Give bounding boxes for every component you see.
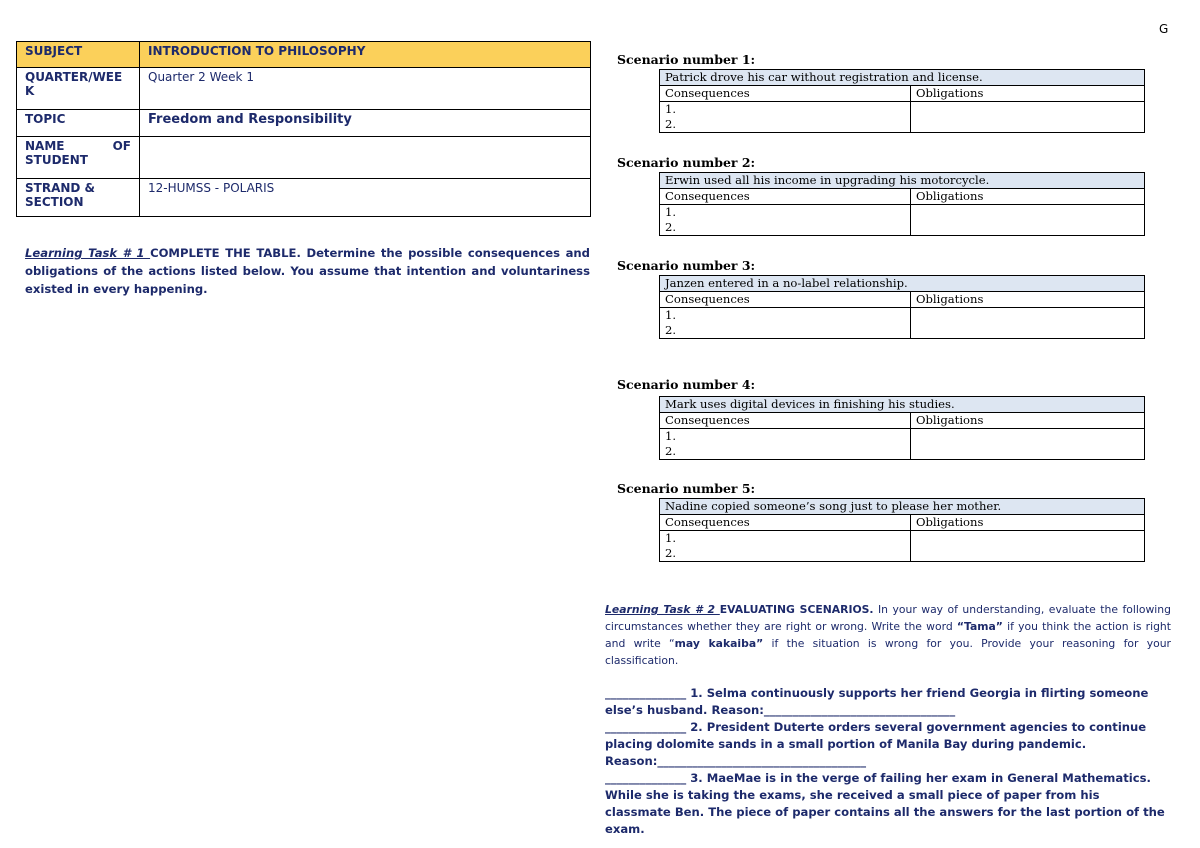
obligations-header: Obligations	[911, 292, 1145, 308]
scenario-3-table	[659, 275, 1145, 339]
quarter-row	[17, 68, 591, 110]
task1-instructions: COMPLETE THE TABLE. Determine the possible consequences and obligations of the actions listed below. You assume that intention and voluntariness existed in every happening.	[25, 246, 590, 296]
name-label	[17, 137, 140, 179]
scenario-1-title: Scenario number 1:	[617, 52, 756, 67]
row-number-2: 2.	[665, 117, 677, 131]
obligations-cell[interactable]	[911, 531, 1145, 562]
name-label-word: NAME	[25, 139, 65, 153]
consequences-header: Consequences	[660, 515, 911, 531]
row-number-2: 2.	[665, 220, 677, 234]
name-label-student: STUDENT	[25, 153, 88, 167]
row-number-2: 2.	[665, 546, 677, 560]
strand-value: 12-HUMSS - POLARIS	[140, 179, 591, 217]
obligations-cell[interactable]	[911, 102, 1145, 133]
consequences-cell[interactable]	[660, 102, 911, 133]
obligations-cell[interactable]	[911, 308, 1145, 339]
evaluation-items	[605, 685, 1165, 838]
scenario-2-text: Erwin used all his income in upgrading his motorcycle.	[660, 173, 1145, 189]
quarter-value: Quarter 2 Week 1	[140, 68, 591, 110]
scenario-3-title: Scenario number 3:	[617, 258, 756, 273]
answer-blank[interactable]: ______________	[605, 720, 687, 734]
row-number-1: 1.	[665, 429, 677, 443]
learning-task-2	[605, 601, 1171, 669]
scenario-3-text: Janzen entered in a no-label relationship.	[660, 276, 1145, 292]
task1-title: Learning Task # 1	[25, 246, 151, 260]
consequences-cell[interactable]	[660, 205, 911, 236]
topic-row	[17, 110, 591, 137]
consequences-header: Consequences	[660, 189, 911, 205]
strand-label: STRAND & SECTION	[17, 179, 140, 217]
row-number-1: 1.	[665, 102, 677, 116]
scenario-5-title: Scenario number 5:	[617, 481, 756, 496]
answer-blank[interactable]: ______________	[605, 686, 687, 700]
scenario-2-table	[659, 172, 1145, 236]
obligations-header: Obligations	[911, 515, 1145, 531]
task2-text-c: if the situation is wrong for you. Provide your reasoning for your classification.	[605, 637, 1171, 667]
task2-word-tama: “Tama”	[956, 620, 1003, 633]
item-text: 2. President Duterte orders several government agencies to continue placing dolomite sands in a small portion of Manila Bay during pandemic. Reason:____________________________________	[605, 720, 1147, 768]
obligations-cell[interactable]	[911, 205, 1145, 236]
scenario-4-table	[659, 396, 1145, 460]
evaluation-item-3	[605, 770, 1165, 838]
subject-row	[17, 42, 591, 68]
task2-text-a: In your way of understanding, evaluate the following circumstances whether they are right or wrong. Write the word	[605, 603, 1171, 633]
scenario-1-text: Patrick drove his car without registration and license.	[660, 70, 1145, 86]
obligations-cell[interactable]	[911, 429, 1145, 460]
row-number-2: 2.	[665, 323, 677, 337]
obligations-header: Obligations	[911, 86, 1145, 102]
item-text: 3. MaeMae is in the verge of failing her exam in General Mathematics. While she is taking the exams, she received a small piece of paper from his classmate Ben. The piece of paper contains all the answers for the last portion of the exam.	[605, 771, 1165, 836]
consequences-cell[interactable]	[660, 308, 911, 339]
student-info-table	[16, 41, 591, 217]
row-number-1: 1.	[665, 308, 677, 322]
task2-word-may-kakaiba: may kakaiba”	[674, 637, 764, 650]
scenario-1-table	[659, 69, 1145, 133]
learning-task-1	[25, 244, 590, 298]
evaluation-item-1	[605, 685, 1165, 719]
obligations-header: Obligations	[911, 413, 1145, 429]
consequences-header: Consequences	[660, 86, 911, 102]
scenario-5-text: Nadine copied someone’s song just to please her mother.	[660, 499, 1145, 515]
consequences-cell[interactable]	[660, 531, 911, 562]
consequences-header: Consequences	[660, 413, 911, 429]
strand-row	[17, 179, 591, 217]
topic-label: TOPIC	[17, 110, 140, 137]
subject-value: INTRODUCTION TO PHILOSOPHY	[140, 42, 591, 68]
row-number-2: 2.	[665, 444, 677, 458]
quarter-label: QUARTER/WEEK	[17, 68, 140, 110]
row-number-1: 1.	[665, 531, 677, 545]
name-label-of: OF	[112, 139, 131, 153]
answer-blank[interactable]: ______________	[605, 771, 687, 785]
task2-title: Learning Task # 2	[605, 603, 720, 616]
scenario-4-text: Mark uses digital devices in finishing his studies.	[660, 397, 1145, 413]
scenario-4-title: Scenario number 4:	[617, 377, 756, 392]
scenario-5-table	[659, 498, 1145, 562]
name-value[interactable]	[140, 137, 591, 179]
scenario-2-title: Scenario number 2:	[617, 155, 756, 170]
page-corner-letter: G	[1159, 22, 1169, 36]
subject-label: SUBJECT	[17, 42, 140, 68]
item-text: 1. Selma continuously supports her friend Georgia in flirting someone else’s husband. Reason:_________________________________	[605, 686, 1149, 717]
obligations-header: Obligations	[911, 189, 1145, 205]
row-number-1: 1.	[665, 205, 677, 219]
consequences-header: Consequences	[660, 292, 911, 308]
name-row	[17, 137, 591, 179]
task2-heading: EVALUATING SCENARIOS.	[719, 603, 874, 616]
evaluation-item-2	[605, 719, 1165, 770]
topic-value: Freedom and Responsibility	[140, 110, 591, 137]
consequences-cell[interactable]	[660, 429, 911, 460]
task2-text-b: if you think the action is right and write “	[605, 620, 1172, 650]
